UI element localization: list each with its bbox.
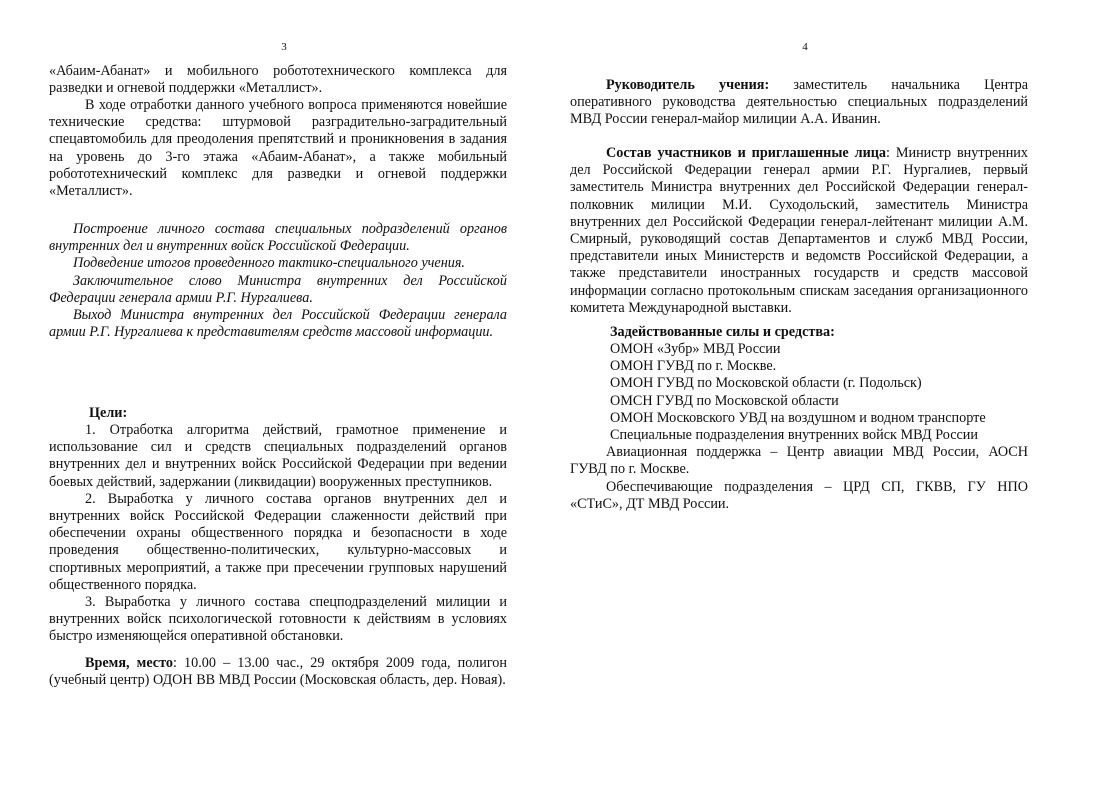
goal-item: 1. Отработка алгоритма действий, грамотное применение и использование сил и средств специальных подразделений органов внутренних дел и внутренних войск Российской Федерации при ведении боевых действий, задержании (ликвидации) вооруженных преступников. bbox=[49, 422, 507, 490]
force-item: ОМСН ГУВД по Московской области bbox=[610, 392, 839, 409]
participants-paragraph bbox=[570, 145, 1028, 317]
ceremony-list bbox=[49, 221, 507, 341]
goal-item: 2. Выработка у личного состава органов внутренних дел и внутренних войск Российской Федерации слаженности действий при обеспечении охраны общественного порядка и безопасности в ходе проведения общественно-политических, культурно-массовых и спортивных мероприятий, а также при пресечении групповых нарушений общественного порядка. bbox=[49, 490, 507, 593]
participants-text: : Министр внутренних дел Российской Федерации генерал армии Р.Г. Нургалиев, первый заместитель Министра внутренних дел Российской Федерации генерал-полковник милиции М.И. Суходольский, заместитель Министра внутренних дел Российской Федерации генерал-лейтенант милиции А.М. Смирный, руководящий состав Департаментов и служб МВД России, представители иных Министерств и ведомств Российской Федерации, а также представители иностранных государств и средств массовой информации согласно протокольным спискам заседания организационного комитета Международной выставки. bbox=[570, 145, 1028, 316]
goal-item: 3. Выработка у личного состава спецподразделений милиции и внутренних войск психологической готовности к действиям в условиях быстро изменяющейся оперативной обстановки. bbox=[49, 594, 507, 645]
goals-heading: Цели: bbox=[89, 405, 128, 421]
support-units: Обеспечивающие подразделения – ЦРД СП, ГКВВ, ГУ НПО «СТиС», ДТ МВД России. bbox=[570, 478, 1028, 512]
goals-list bbox=[49, 422, 507, 646]
ceremony-item: Подведение итогов проведенного тактико-специального учения. bbox=[73, 255, 465, 272]
equipment-paragraph: В ходе отработки данного учебного вопроса применяются новейшие технические средства: штурмовой разградительно-заградительный спецавтомобиль для преодоления препятствий и проникновения в задания на уровень до 3-го этажа «Абаим-Абанат», а также мобильный робототехнический комплекс для разведки и огневой поддержки «Металлист». bbox=[49, 97, 507, 200]
ceremony-item: Построение личного состава специальных подразделений органов внутренних дел и внутренних войск Российской Федерации. bbox=[49, 221, 507, 255]
force-item: ОМОН ГУВД по Московской области (г. Подольск) bbox=[610, 375, 922, 392]
leader-text: заместитель начальника Центра оперативного руководства деятельностью специальных подразделений МВД России генерал-майор милиции А.А. Иванин. bbox=[570, 77, 1028, 128]
force-item: ОМОН Московского УВД на воздушном и водном транспорте bbox=[610, 409, 986, 426]
time-place-paragraph bbox=[49, 655, 507, 689]
time-place-text: : 10.00 – 13.00 час., 29 октября 2009 года, полигон (учебный центр) ОДОН ВВ МВД России (Московская область, дер. Новая). bbox=[49, 655, 507, 689]
force-item: Специальные подразделения внутренних войск МВД России bbox=[610, 427, 978, 444]
page-number: 4 bbox=[802, 41, 808, 53]
participants-label: Состав участников и приглашенные лица bbox=[606, 145, 887, 161]
ceremony-item: Заключительное слово Министра внутренних дел Российской Федерации генерала армии Р.Г. Нургалиева. bbox=[49, 272, 507, 306]
leader-label: Руководитель учения: bbox=[606, 77, 770, 93]
time-place-label: Время, место bbox=[85, 655, 173, 671]
intro-paragraph: «Абаим-Абанат» и мобильного робототехнического комплекса для разведки и огневой поддержки «Металлист». bbox=[49, 63, 507, 97]
leader-paragraph bbox=[570, 77, 1028, 129]
aviation-support: Авиационная поддержка – Центр авиации МВД России, АОСН ГУВД по г. Москве. bbox=[570, 444, 1028, 478]
ceremony-item: Выход Министра внутренних дел Российской Федерации генерала армии Р.Г. Нургалиева к представителям средств массовой информации. bbox=[49, 307, 507, 341]
page-number: 3 bbox=[281, 41, 287, 53]
force-item: ОМОН «Зубр» МВД России bbox=[610, 341, 781, 357]
force-item: ОМОН ГУВД по г. Москве. bbox=[610, 358, 777, 375]
forces-list bbox=[570, 341, 1028, 513]
forces-heading: Задействованные силы и средства: bbox=[610, 324, 835, 340]
